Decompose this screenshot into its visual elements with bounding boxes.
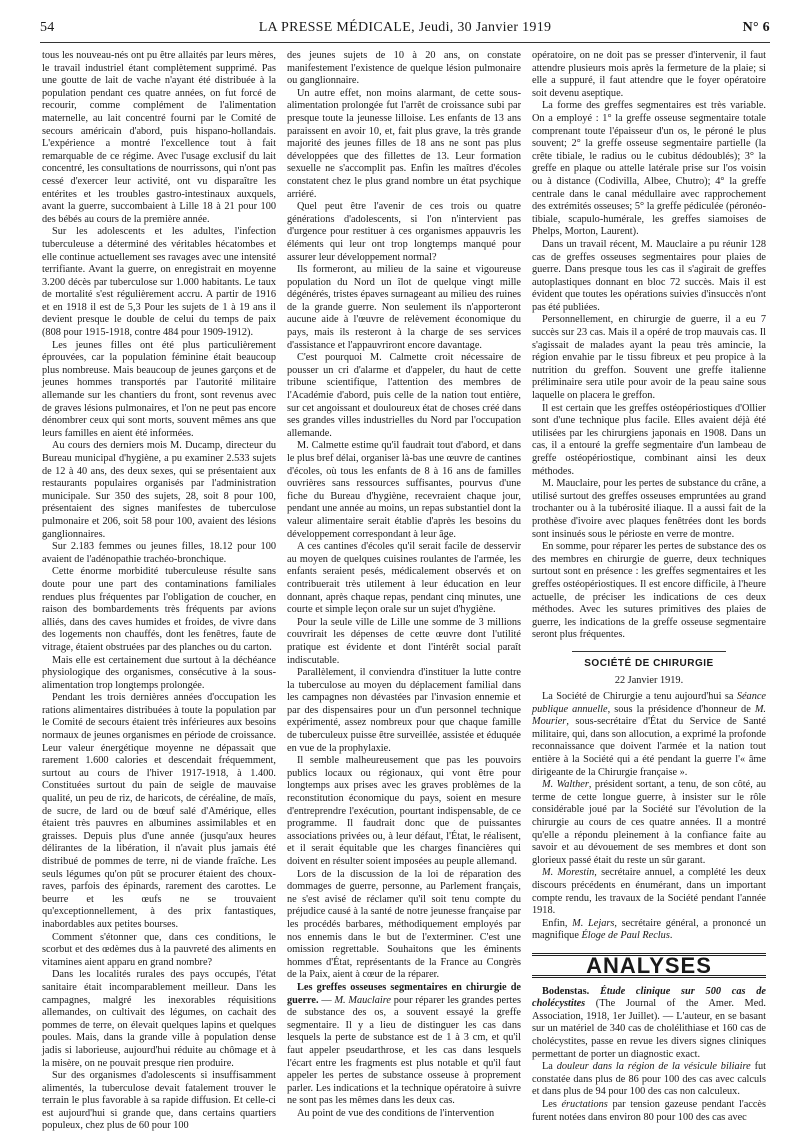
- paragraph: Pour la seule ville de Lille une somme de 3 millions couvrirait les dépenses de cette œuvre dont l'utilité pratique est évidente et dont l'intérêt social paraît indiscutable.: [287, 616, 521, 666]
- text-run-italic: éructations: [561, 1098, 608, 1110]
- paragraph: Pendant les trois dernières années d'occupation les rations alimentaires distribuées à toute la population par le Comité de secours étaient très inférieures aux besoins normaux de jeunes organismes en période de croissance. Leur valeur énergétique moyenne ne dépassait que rarement 1.600 calories et descendait fréquemment, surtout au cours de l'hiver 1917-1918, à 1.400. Constituées surtout du pain de seigle de mauvaise qualité, un peu de riz, de haricots, de céréaline, de maïs, de sucre, de lard ou de bœuf salé d'Amérique, elles étaient très pauvres en albumines assimilables et en graisses. Depuis plus d'une année (jusqu'aux heures délirantes de la libération, il n'avait plus jamais été distribué de pommes de terre, ni de viande fraîche. Les seuls légumes qu'on pût se procurer étaient des choux-raves, parfois des épinards, rarement des carottes. Le beurre et les œufs ne se trouvaient qu'exceptionnellement, à des prix fantastiques, inabordables aux petites bourses.: [42, 692, 276, 930]
- text-run-italic: douleur dans la région de la vésicule biliaire: [556, 1061, 751, 1073]
- paragraph: C'est pourquoi M. Calmette croit nécessaire de pousser un cri d'alarme et d'appeler, du haut de cette tribune scientifique, l'attention des membres de l'Académie d'abord, puis celle de la nation tout entière, sur cet angoissant et douloureux état de choses créé dans ses grandes villes industrielles du Nord par l'occupation allemande.: [287, 352, 521, 439]
- text-run: par tension gazeuse pendant l'accès furent notées dans environ 80 pour 100 des cas avec: [532, 1098, 766, 1123]
- text-run: , sous la présidence d'honneur de: [607, 703, 755, 715]
- text-run: La Société de Chirurgie a tenu aujourd'hui sa: [542, 691, 737, 703]
- paragraph: [532, 986, 766, 1062]
- paragraph: opératoire, on ne doit pas se presser d'intervenir, il faut attendre plusieurs mois après la fermeture de la plaie; si elle a suppuré, il faut attendre que le foyer opératoire soit devenu aseptique.: [532, 50, 766, 99]
- section-divider: [572, 651, 726, 652]
- paragraph: M. Mauclaire, pour les pertes de substance du crâne, a utilisé surtout des greffes osseuses empruntées au grand trochanter ou à la tubérosité iliaque. Il a aussi fait de la prothèse d'ivoire avec plaques fenêtrées dont les bords sont insinués sous le périoste en verre de montre.: [532, 478, 766, 540]
- text-run: , secrétaire annuel, a complété les deux discours précédents en énumérant, dans un important compte rendu, les travaux de la Société pendant l'année 1918.: [532, 867, 766, 917]
- paragraph: Les jeunes filles ont été plus particulièrement éprouvées, car la population féminine était beaucoup plus nombreuse. Mais beaucoup de jeunes garçons et de jeunes hommes transportés par l'autorité militaire allemande sur les chantiers du front, sont revenus avec de graves lésions pulmonaires, et l'on ne peut pas encore dénombrer ceux qui sont morts, souvent mêmes ans que leurs familles en aient été informées.: [42, 339, 276, 439]
- paragraph: Lors de la discussion de la loi de réparation des dommages de guerre, personne, au Parlement français, ne s'est avisé de réclamer qu'il soit tenu compte du préjudice causé à la santé de notre jeunesse française par les procédés barbares, méthodiquement employés par nos ennemis dans le but de l'exterminer. C'est une omission regrettable. Souhaitons que les éminents hommes d'État, représentants de la France au Congrès de la Paix, aient à cœur de la réparer.: [287, 868, 521, 981]
- text-run: , président sortant, a tenu, de son côté, au terme de cette longue guerre, à insister sur le rôle considérable joué par la Société sur l'évolution de la chirurgie au cours de ces quatre années. Il a montré qu'elle a répondu pleinement à la confiance faite au savoir et au dévouement de ses membres et dont son glorieux passé était du reste un sûr garant.: [532, 779, 766, 866]
- issue-number: N° 6: [742, 20, 770, 35]
- paragraph: Personnellement, en chirurgie de guerre, il a eu 7 succès sur 23 cas. Mais il a opéré de trop mauvais cas. Il s'agissait de malades ayant la peau très amincie, la région envahie par le tissu fibreux et peu propice à la nutrition du greffon. Souvent une greffe italienne préliminaire sera utile pour avoir de la peau saine sous laquelle on placera le greffon.: [532, 314, 766, 402]
- section-title: SOCIÉTÉ DE CHIRURGIE: [584, 657, 714, 669]
- page-header: [40, 20, 770, 40]
- paragraph: [532, 779, 766, 867]
- paragraph: [532, 691, 766, 779]
- paragraph: En somme, pour réparer les pertes de substance des os des membres en chirurgie de guerre, deux techniques surtout sont en présence : les greffes segmentaires et les greffes ostéopériostiques. Il est encore difficile, à l'heure actuelle, de préciser les indications de ces deux méthodes. Avec les sutures primitives des plaies de guerre, les indications de la greffe osseuse segmentaire seront plus fréquentes.: [532, 541, 766, 641]
- text-run: (The Journal of the Amer. Med. Association, 1918, 1er Juillet). — L'auteur, en se basant sur un matériel de 340 cas de cholélithiase et 160 cas de cholécystites, passe en revue les divers signes cliniques permettant de porter un diagnostic exact.: [532, 998, 766, 1060]
- column-3: [532, 50, 767, 1123]
- paragraph: [532, 918, 766, 943]
- paragraph: M. Calmette estime qu'il faudrait tout d'abord, et dans le plus bref délai, organiser là-bas une œuvre de cantines d'écoles, où tous les enfants de 8 à 16 ans de familles ouvrières sans ressources suffisantes, pourvus d'une fiche du Bureau d'hygiène, recevraient chaque jour, pendant une année au moins, un repas substantiel dont la valeur alimentaire serait établie d'après les besoins du développement correspondant à leur âge.: [287, 440, 521, 540]
- person-name: M. Mourier: [532, 703, 766, 728]
- paragraph: Sur des organismes d'adolescents si insuffisamment alimentés, la tuberculose devait fatalement trouver le terrain le plus favorable à sa rapide diffusion. Et celle-ci est aujourd'hui si grande que, dans certains quartiers populeux, chez plus de 60 pour 100: [42, 1070, 276, 1132]
- paragraph: [532, 1099, 766, 1124]
- text-run: fut constatée dans plus de 86 pour 100 des cas avec calculs et dans plus de 94 pour 100 des cas non calculeux.: [532, 1061, 767, 1098]
- text-run: , sous-secrétaire d'État du Service de Santé militaire, qui, dans son allocution, a exprimé la profonde reconnaissance que doivent l'armée et la nation tout entière à la Société qui a été pendant la guerre l'« âme dirigeante de la Chirurgie française ».: [532, 716, 766, 778]
- paragraph: Mais elle est certainement due surtout à la déchéance physiologique des organismes, consécutive à la sous-alimentation trop longtemps prolongée.: [42, 654, 276, 691]
- page-number: 54: [40, 20, 55, 35]
- paragraph: Il semble malheureusement que pas les pouvoirs publics locaux ou régionaux, qui vont être pour longtemps aux prises avec les graves problèmes de la reconstitution économique du pays, soient en mesure d'entreprendre l'exécution, pourtant indispensable, de ce programme. Il faudrait donc que de puissantes associations privées ou, à leur défaut, l'État, le réalisent, et il serait équitable que les charges financières qui doivent en résulter soient imposées au peuple allemand.: [287, 755, 521, 867]
- paragraph: des jeunes sujets de 10 à 20 ans, on constate manifestement l'existence de quelque lésion pulmonaire ou ganglionnaire.: [287, 50, 521, 87]
- paragraph: Au point de vue des conditions de l'intervention: [297, 1107, 495, 1119]
- person-name: M. Walther: [542, 779, 589, 791]
- paragraph: Il est certain que les greffes ostéopériostiques d'Ollier sont d'une technique plus facile. Elles avaient déjà été utilisées par les chirurgiens japonais en 1908. Dans un cas, il a entouré la greffe segmentaire d'un lambeau de greffe ostéopériostique, combinant ainsi les deux méthodes.: [532, 402, 766, 477]
- paragraph: [532, 867, 766, 917]
- paragraph: A ces cantines d'écoles qu'il serait facile de desservir au moyen de quelques cuisines roulantes de l'armée, les enfants seraient pesés, médicalement observés et on contribuerait très utilement à leur éducation en leur donnant, après chaque repas, pendant cinq minutes, une courte et simple leçon orale sur un sujet d'hygiène.: [287, 541, 521, 616]
- text-run: Enfin,: [542, 917, 573, 929]
- paragraph: Dans les localités rurales des pays occupés, l'état sanitaire était incomparablement meilleur. Dans les campagnes, malgré les inexorables réquisitions allemandes, on cultivait des légumes, on cachait des pommes de terre, on élevait quelques lapins et quelques poules. Mais, dans la grande ville à population dense jadis si laborieuse, aujourd'hui réduite au chômage et à la misère, on ne pouvait presque rien produire.: [42, 969, 276, 1069]
- text-run: , secrétaire général, a prononcé un magnifique: [532, 917, 766, 942]
- graft-article-title: Les greffes osseuses segmentaires en chirurgie de guerre.: [287, 981, 521, 1006]
- text-run: Les: [542, 1098, 562, 1110]
- paragraph: Sur 2.183 femmes ou jeunes filles, 18.12 pour 100 avaient de l'adénopathie trachéo-bronchique.: [42, 541, 276, 565]
- author-name: Bodenstas.: [542, 985, 600, 997]
- paragraph: Dans un travail récent, M. Mauclaire a pu réunir 128 cas de greffes osseuses segmentaires pour plaies de guerre. Dans presque tous les cas il s'agirait de greffes autoplastiques donnant en bloc 72 succès. Mais il est évident que toutes les opérations suivies d'insuccès n'ont pas été publiées.: [532, 238, 766, 313]
- paragraph: Un autre effet, non moins alarmant, de cette sous-alimentation prolongée fut l'arrêt de croissance subi par presque toute la jeunesse lilloise. Les enfants de 13 ans paraissent en avoir 10, et, fait plus grave, la très grande majorité des jeunes filles de 18 ans ne sont pas plus développées que des fillettes de 13. Leur formation sexuelle ne s'accomplit pas. Enfin les maîtres d'écoles constatent chez le plus grand nombre un état psychique arriéré.: [287, 87, 521, 200]
- person-name: M. Morestin: [542, 867, 595, 879]
- graft-article-text: pour réparer les grandes pertes de substance des os, a souvent essayé la greffe segmentaire. Il y a lieu de distinguer les cas dans lesquels la perte de substance est de 1 à 3 cm, et qu'il faut appeler pseudarthrose, et les cas dans lesquels l'écart entre les fragments est plus notable et qu'il faut appeler les pertes de substance osseuse à proprement parler. Les indications et la technique opératoire à suivre ne sont pas les mêmes dans les deux cas.: [287, 994, 521, 1107]
- person-name: M. Lejars: [572, 917, 615, 929]
- graft-article-author: M. Mauclaire: [334, 994, 391, 1006]
- paragraph: Quel peut être l'avenir de ces trois ou quatre générations d'adolescents, si l'on n'intervient pas d'urgence pour restituer à ces organismes appauvris les éléments qui leur ont trop longtemps manqué pour assurer leur développement normal?: [287, 201, 521, 263]
- paragraph: [532, 1061, 766, 1099]
- text-run-italic: Séance publique annuelle: [532, 691, 766, 715]
- column-1: [42, 50, 276, 1132]
- text-run: La: [542, 1061, 557, 1073]
- text-run-italic: Éloge de Paul Reclus: [581, 930, 670, 942]
- paragraph: La forme des greffes segmentaires est très variable. On a employé : 1° la greffe osseuse segmentaire totale comprenant toute l'épaisseur d'un os, le péroné le plus souvent; 2° la greffe osseuse segmentaire partielle (la crête tibiale, le radius ou le cubitus dédoublés); 3° la greffe en plaque ou attelle latérale prise sur l'os voisin ou à distance (Codivilla, Albee, Chutro); 4° la greffe centrale dans le canal médullaire avec rapprochement des extrémités osseuses; 5° la greffe pédiculée (péronéo-tibiale, scapulo-humérale, les greffes siamoises de Phelps, Morton, Laurent).: [532, 100, 766, 238]
- paragraph: Comment s'étonner que, dans ces conditions, le scorbut et des œdèmes dus à la pauvreté des aliments en vitamines aient apparu en grand nombre?: [42, 931, 276, 968]
- paragraph: Sur les adolescents et les adultes, l'infection tuberculeuse a déterminé des véritables hécatombes et elle continue actuellement ses ravages avec une intensité terrifiante. Avant la guerre, on enregistrait en moyenne 3.200 décès par tuberculose sur 1.000 habitants. Le taux de mortalité s'est régulièrement accru. A partir de 1916 et en 1918 il est de 5,3 Pour les sujets de 1 à 19 ans il devient presque le double de celui du temps de paix (808 pour 1915-1918, contre 484 pour 1909-1912).: [42, 226, 276, 339]
- paragraph: Cette énorme morbidité tuberculeuse résulte sans doute pour une part des contaminations familiales rendues plus fréquentes par l'obligation de coucher, en raison des bombardements très fréquents par avions alliés, dans des caves humides et froides, de vivre dans des logements non chauffés, dont les fenêtres, faute de vitrage, étaient obstruées par des planches ou du carton.: [42, 566, 276, 653]
- header-rule: [40, 42, 770, 43]
- analyses-heading: ANALYSES: [532, 953, 766, 978]
- article-title: Étude clinique sur 500 cas de cholécystites: [532, 985, 766, 1010]
- column-2: [287, 50, 521, 1119]
- paragraph: Au cours des derniers mois M. Ducamp, directeur du Bureau municipal d'hygiène, a pu examiner 2.533 sujets de 12 à 40 ans, des deux sexes, qui se présentaient aux restaurants populaires organisés par l'administration municipale. Sur 350 des sujets, 28, soit 8 pour 100, présentaient des signes manifestes de tuberculose pulmonaire et 206, soit 58 pour 100, avaient des lésions ganglionnaires.: [42, 440, 276, 540]
- text-run: .: [669, 930, 673, 942]
- paragraph: Parallèlement, il conviendra d'instituer la lutte contre la tuberculose au moyen du déplacement familial dans les campagnes non dévastées par l'invasion ennemie et par des dispensaires pour un d'un personnel technique expérimenté, assez nombreux pour que chaque famille de tuberculeux puisse être surveillée, assistée et éduquée en vue de la prophylaxie.: [287, 667, 521, 754]
- paragraph: tous les nouveau-nés ont pu être allaités par leurs mères, le travail industriel étant complètement supprimé. Pas une goutte de lait de vache n'ayant été distribuée à la population pendant ces quatre années, on fut forcé de recourir, comme complément de l'alimentation maternelle, au lait concentré fourni par le Comité de secours américain d'abord, puis hispano-hollandais. L'expérience a montré l'excellence tout à fait remarquable de ce régime. Avec l'usage exclusif du lait concentré, les consultations de nourrissons, qui n'ont pas cessé d'exercer leur activité, ont vu disparaître les entérites et les troubles gastro-intestinaux auxquels, avant la guerre, succombaient à Lille 18 à 21 pour 100 des bébés au cours de la première année.: [42, 50, 276, 225]
- journal-title: LA PRESSE MÉDICALE, Jeudi, 30 Janvier 1919: [258, 20, 552, 35]
- paragraph: Ils formeront, au milieu de la saine et vigoureuse population du Nord un îlot de quelque vingt mille dégénérés, tristes épaves surnageant au milieu des ruines de la grande guerre. Non seulement ils n'apporteront aucune aide à l'œuvre de relèvement économique du pays, mais ils resteront à la charge de ses services d'assistance et l'appauvriront encore davantage.: [287, 264, 521, 351]
- section-date: 22 Janvier 1919.: [614, 674, 684, 686]
- graft-article: Les greffes osseuses segmentaires en chirurgie de guerre. — M. Mauclaire pour réparer les grandes pertes de substance des os, a souvent essayé la greffe segmentaire. Il y a lieu de distinguer les cas dans lesquels la perte de substance est de 1 à 3 cm, et qu'il faut appeler pseudarthrose, et les cas dans lesquels l'écart entre les fragments est plus notable et qu'il faut appeler les pertes de substance osseuse à proprement parler. Les indications et la technique opératoire à suivre ne sont pas les mêmes dans les deux cas.: [287, 981, 521, 1107]
